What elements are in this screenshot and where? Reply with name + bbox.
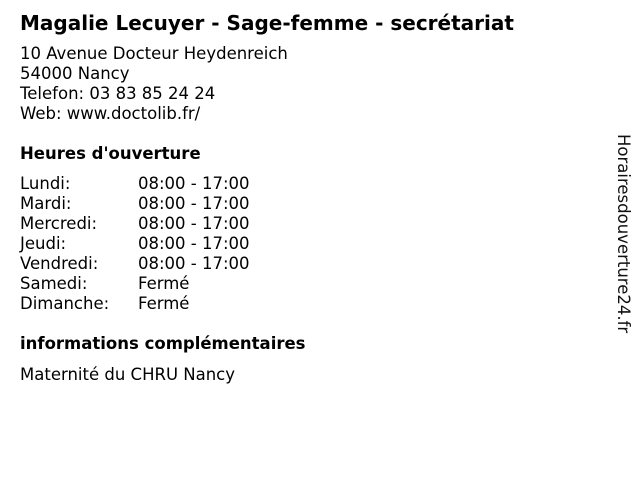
day-hours: 08:00 - 17:00: [138, 254, 250, 273]
day-label: Samedi:: [20, 274, 88, 293]
business-title: Magalie Lecuyer - Sage-femme - secrétariat: [20, 11, 514, 35]
info-heading: informations complémentaires: [20, 334, 306, 353]
day-label: Lundi:: [20, 174, 71, 193]
day-hours: 08:00 - 17:00: [138, 174, 250, 193]
day-label: Mardi:: [20, 194, 72, 213]
day-label: Dimanche:: [20, 294, 110, 313]
watermark: [612, 134, 634, 374]
website-link[interactable]: Web: www.doctolib.fr/: [20, 104, 201, 123]
day-hours: 08:00 - 17:00: [138, 194, 250, 213]
day-label: Mercredi:: [20, 214, 98, 233]
watermark-text: Horairesdouverture24.fr: [614, 134, 633, 334]
address-city: 54000 Nancy: [20, 64, 130, 83]
day-hours: Fermé: [138, 274, 190, 293]
day-hours: 08:00 - 17:00: [138, 234, 250, 253]
day-label: Vendredi:: [20, 254, 99, 273]
day-label: Jeudi:: [20, 234, 67, 253]
address-street: 10 Avenue Docteur Heydenreich: [20, 44, 288, 63]
hours-heading: Heures d'ouverture: [20, 144, 201, 163]
phone-number: Telefon: 03 83 85 24 24: [20, 84, 216, 103]
address-block: [20, 44, 288, 124]
day-hours: Fermé: [138, 294, 190, 313]
day-hours: 08:00 - 17:00: [138, 214, 250, 233]
info-text: Maternité du CHRU Nancy: [20, 365, 236, 384]
